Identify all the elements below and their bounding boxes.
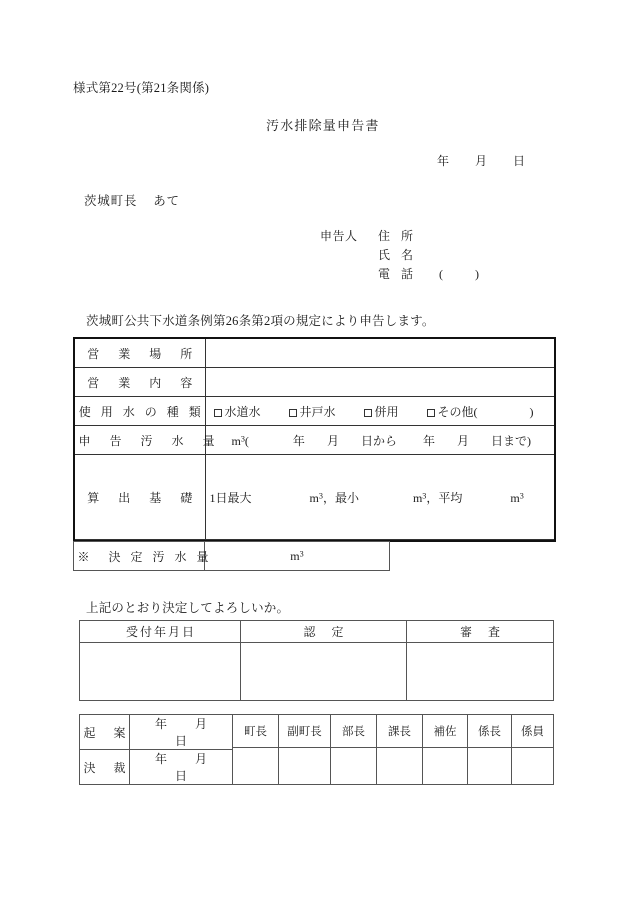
- post-header-mayor: 町長: [233, 715, 279, 748]
- main-declaration-table: [73, 337, 556, 542]
- calc-basis-line: [206, 489, 555, 506]
- document-title: 汚水排除量申告書: [266, 118, 380, 133]
- label-decision: 決 裁: [80, 750, 130, 785]
- daily-max-label: 1日最大: [209, 490, 252, 505]
- post-header-section-head: 課長: [377, 715, 423, 748]
- label-business-place: 営 業 場 所: [74, 338, 205, 368]
- label-water-type: 使 用 水 の 種 類: [74, 397, 205, 426]
- date-decision[interactable]: [130, 750, 233, 785]
- option-label: 井戸水: [299, 404, 336, 419]
- year-label: 年: [154, 752, 167, 766]
- date-year-label: 年: [437, 154, 450, 168]
- declarant-address-row: [378, 227, 479, 246]
- checkbox-icon[interactable]: [364, 409, 372, 417]
- post-header-department-head: 部長: [331, 715, 377, 748]
- date-line: [437, 152, 525, 169]
- unit-exponent: 3: [240, 434, 245, 444]
- avg-label: ，平均: [426, 490, 463, 505]
- header-examination: 審 査: [407, 621, 554, 643]
- month-label: 月: [195, 752, 208, 766]
- post-header-chief: 係長: [468, 715, 512, 748]
- label-decided-amount: ※ 決 定 汚 水 量: [74, 542, 205, 571]
- declarant-name-row: [378, 246, 479, 265]
- stamp-chief[interactable]: [468, 748, 512, 785]
- date-drafting[interactable]: [130, 715, 233, 750]
- option-other-close: ): [529, 404, 534, 419]
- month-label: 月: [195, 717, 208, 731]
- paren-open: (: [244, 433, 249, 448]
- approval-table: [79, 620, 554, 701]
- addressee-suffix: あて: [153, 194, 180, 208]
- value-declared-amount[interactable]: [205, 426, 555, 455]
- addressee: [84, 191, 180, 209]
- table-row-calc-basis: [74, 455, 555, 540]
- year-label: 年: [292, 433, 305, 448]
- table-row-business-content: [74, 368, 555, 397]
- checkbox-option-other[interactable]: [427, 403, 534, 420]
- table-row-approval-values: [80, 643, 554, 701]
- stamp-staff[interactable]: [512, 748, 554, 785]
- month2-label: 月: [456, 433, 469, 448]
- unit-exponent: 3: [422, 491, 427, 501]
- month-label: 月: [326, 433, 339, 448]
- post-header-assistant: 補佐: [423, 715, 468, 748]
- value-certification[interactable]: [241, 643, 407, 701]
- water-type-options: [206, 403, 555, 420]
- declarant-phone-row: [378, 265, 479, 284]
- header-reception-date: 受付年月日: [80, 621, 241, 643]
- phone-label: 電 話: [378, 267, 418, 281]
- checkbox-option-tap-water[interactable]: [214, 403, 261, 420]
- declared-amount-line: [206, 432, 555, 449]
- table-row-business-place: [74, 338, 555, 368]
- day-label: 日: [174, 734, 187, 748]
- unit-exponent: 3: [318, 491, 323, 501]
- value-decided-amount[interactable]: [205, 542, 390, 571]
- option-label: 併用: [374, 404, 399, 419]
- value-business-content[interactable]: [205, 368, 555, 397]
- value-business-place[interactable]: [205, 338, 555, 368]
- declarant-fields: [378, 227, 479, 284]
- label-business-content: 営 業 内 容: [74, 368, 205, 397]
- value-water-type: [205, 397, 555, 426]
- regulation-statement: 茨城町公共下水道条例第26条第2項の規定により申告します。: [86, 314, 435, 328]
- from-label: 日から: [360, 433, 397, 448]
- approval-question: 上記のとおり決定してよろしいか。: [86, 601, 290, 615]
- post-header-deputy-mayor: 副町長: [279, 715, 331, 748]
- day-label: 日: [174, 769, 187, 783]
- unit-exponent: 3: [299, 549, 304, 559]
- label-drafting: 起 案: [80, 715, 130, 750]
- unit-m3: m: [412, 490, 423, 505]
- label-calc-basis: 算 出 基 礎: [74, 455, 205, 540]
- phone-paren-open: (: [439, 267, 444, 281]
- min-label: ，最小: [322, 490, 359, 505]
- date-month-label: 月: [475, 154, 488, 168]
- table-row-post-headers: [80, 715, 554, 748]
- value-reception-date[interactable]: [80, 643, 241, 701]
- phone-parens: [439, 267, 479, 281]
- decided-amount-table: [73, 541, 390, 571]
- addressee-name: 茨城町長: [84, 194, 138, 208]
- checkbox-icon[interactable]: [214, 409, 222, 417]
- table-row-water-type: [74, 397, 555, 426]
- unit-m3: m: [309, 490, 319, 505]
- checkbox-icon[interactable]: [427, 409, 435, 417]
- address-label: 住 所: [378, 229, 418, 243]
- year2-label: 年: [422, 433, 435, 448]
- stamp-section-head[interactable]: [377, 748, 423, 785]
- checkbox-option-combined[interactable]: [364, 403, 399, 420]
- year-label: 年: [154, 717, 167, 731]
- value-examination[interactable]: [407, 643, 554, 701]
- unit-m3: m: [510, 490, 520, 505]
- table-row-approval-headers: [80, 621, 554, 643]
- table-row-decided-amount: [74, 542, 390, 571]
- form-number: 様式第22号(第21条関係): [73, 81, 210, 95]
- stamp-assistant[interactable]: [423, 748, 468, 785]
- stamp-mayor[interactable]: [233, 748, 279, 785]
- unit-m3: m: [231, 433, 241, 448]
- checkbox-option-well-water[interactable]: [289, 403, 336, 420]
- to-label: 日まで): [491, 433, 531, 448]
- stamp-department-head[interactable]: [331, 748, 377, 785]
- unit-m3: m: [290, 548, 300, 563]
- date-day-label: 日: [513, 154, 526, 168]
- declarant-label: 申告人: [320, 229, 358, 243]
- value-calc-basis[interactable]: [205, 455, 555, 540]
- checkbox-icon[interactable]: [289, 409, 297, 417]
- header-certification: 認 定: [241, 621, 407, 643]
- table-row-declared-amount: [74, 426, 555, 455]
- stamp-deputy-mayor[interactable]: [279, 748, 331, 785]
- option-label: その他(: [437, 404, 478, 419]
- option-label: 水道水: [224, 404, 261, 419]
- name-label: 氏 名: [378, 248, 418, 262]
- signature-table: [79, 714, 554, 785]
- unit-exponent: 3: [519, 491, 524, 501]
- phone-paren-close: ): [475, 267, 480, 281]
- post-header-staff: 係員: [512, 715, 554, 748]
- label-declared-amount: 申 告 汚 水 量: [74, 426, 205, 455]
